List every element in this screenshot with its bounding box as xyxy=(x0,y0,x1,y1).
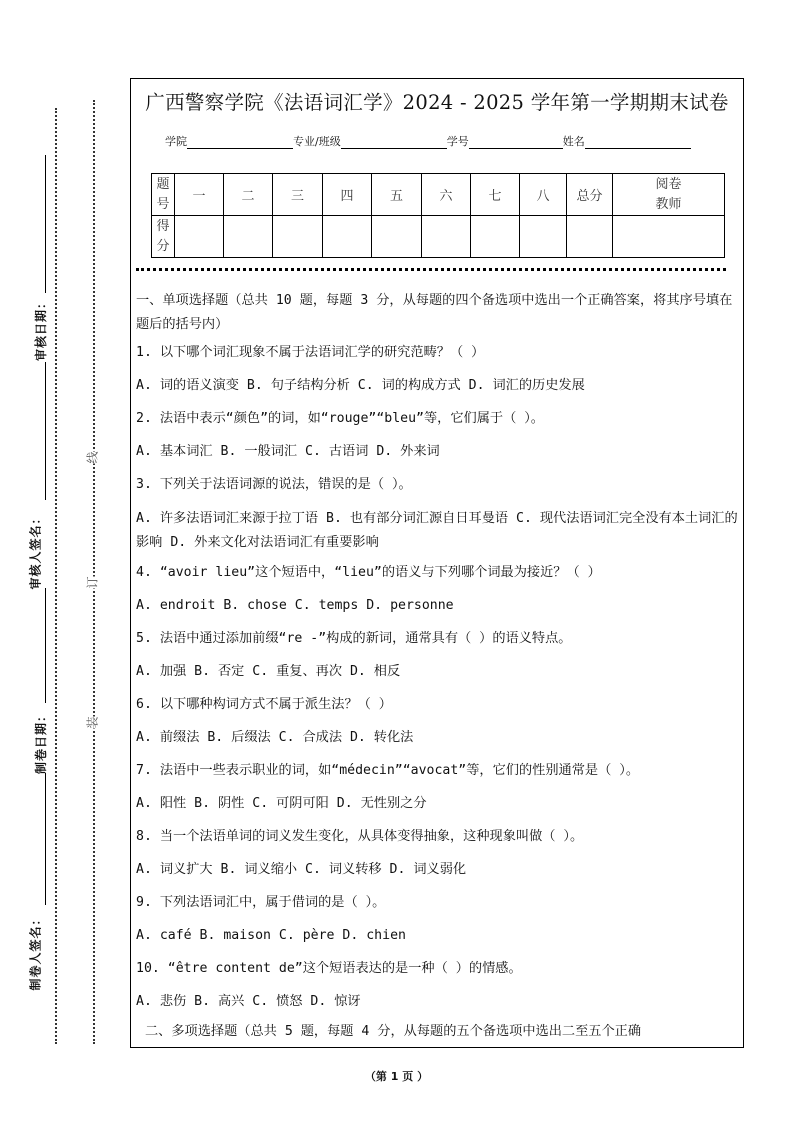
review-date-label: 审核日期： xyxy=(34,295,49,362)
score-table xyxy=(151,173,725,258)
page-number: （第 1 页 ） xyxy=(364,1070,429,1083)
question-7: 7. 法语中一些表示职业的词，如“médecin”“avocat”等，它们的性别通常是（ ）。 xyxy=(136,763,640,778)
question-6-options: A. 前缀法 B. 后缀法 C. 合成法 D. 转化法 xyxy=(136,730,414,745)
col-5: 五 xyxy=(372,174,422,216)
col-3: 三 xyxy=(273,174,323,216)
question-3-options: A. 许多法语词汇来源于拉丁语 B. 也有部分词汇源自日耳曼语 C. 现代法语词汇完全没有本土词汇的影响 D. 外来文化对法语词汇有重要影响 xyxy=(136,511,738,550)
question-5-options: A. 加强 B. 否定 C. 重复、再次 D. 相反 xyxy=(136,664,401,679)
question-4: 4. “avoir lieu”这个短语中，“lieu”的语义与下列哪个词最为接近？（ ） xyxy=(136,565,601,580)
binding-char-xian: 线 xyxy=(82,451,103,463)
col-4: 四 xyxy=(323,174,372,216)
score-cell-teacher[interactable] xyxy=(613,216,725,258)
col-1: 一 xyxy=(175,174,224,216)
col-7: 七 xyxy=(471,174,520,216)
paper-date-label: 制卷日期： xyxy=(34,708,49,775)
question-4-options: A. endroit B. chose C. temps D. personne xyxy=(136,598,454,613)
paper-date-line xyxy=(45,773,46,905)
exam-frame xyxy=(130,78,744,1048)
inner-dotted-line xyxy=(93,100,95,1044)
major-class-label: 专业/班级 xyxy=(293,135,341,148)
exam-title: 广西警察学院《法语词汇学》2024 - 2025 学年第一学期期末试卷 xyxy=(145,91,729,114)
major-class-field[interactable] xyxy=(341,136,447,149)
question-3: 3. 下列关于法语词源的说法，错误的是（ ）。 xyxy=(136,477,412,492)
question-6: 6. 以下哪种构词方式不属于派生法？（ ） xyxy=(136,697,392,712)
college-field[interactable] xyxy=(187,136,293,149)
score-table-header-row xyxy=(152,174,725,216)
question-5: 5. 法语中通过添加前缀“re -”构成的新词，通常具有（ ）的语义特点。 xyxy=(136,631,572,646)
question-2: 2. 法语中表示“颜色”的词，如“rouge”“bleu”等，它们属于（ ）。 xyxy=(136,411,544,426)
separator-dotted-line xyxy=(136,268,726,271)
student-id-label: 学号 xyxy=(446,135,469,148)
reviewer-signature-label: 审核人签名： xyxy=(28,511,43,590)
question-2-options: A. 基本词汇 B. 一般词汇 C. 古语词 D. 外来词 xyxy=(136,444,440,459)
score-cell-7[interactable] xyxy=(471,216,520,258)
question-10: 10. “être content de”这个短语表达的是一种（ ）的情感。 xyxy=(136,961,522,976)
score-cell-5[interactable] xyxy=(372,216,422,258)
col-2: 二 xyxy=(224,174,273,216)
score-cell-2[interactable] xyxy=(224,216,273,258)
question-1-options: A. 词的语义演变 B. 句子结构分析 C. 词的构成方式 D. 词汇的历史发展 xyxy=(136,378,585,393)
outer-dotted-line xyxy=(55,108,57,1044)
question-8: 8. 当一个法语单词的词义发生变化，从具体变得抽象，这种现象叫做（ ）。 xyxy=(136,829,584,844)
score-header xyxy=(152,216,175,258)
score-cell-1[interactable] xyxy=(175,216,224,258)
score-cell-3[interactable] xyxy=(273,216,323,258)
college-label: 学院 xyxy=(165,135,187,148)
name-label: 姓名 xyxy=(562,135,585,148)
binding-char-zhuang: 装 xyxy=(82,716,103,728)
question-number-header xyxy=(152,174,175,216)
question-10-options: A. 悲伤 B. 高兴 C. 愤怒 D. 惊讶 xyxy=(136,994,361,1009)
paper-maker-signature-label: 制卷人签名： xyxy=(28,912,43,991)
header-char: 题 xyxy=(156,176,170,192)
student-info-row xyxy=(165,133,691,149)
header-char: 号 xyxy=(156,196,170,212)
score-cell-8[interactable] xyxy=(520,216,567,258)
section1 xyxy=(136,289,740,1024)
col-8: 八 xyxy=(520,174,567,216)
binding-char-ding: 订 xyxy=(82,576,103,588)
name-field[interactable] xyxy=(585,136,691,149)
teacher-header-line2: 教师 xyxy=(655,196,682,212)
question-9: 9. 下列法语词汇中，属于借词的是（ ）。 xyxy=(136,895,386,910)
student-id-field[interactable] xyxy=(469,136,563,149)
question-1: 1. 以下哪个词汇现象不属于法语词汇学的研究范畴？（ ） xyxy=(136,345,485,360)
col-total: 总分 xyxy=(567,174,613,216)
header-char: 得 xyxy=(156,218,170,234)
question-7-options: A. 阳性 B. 阴性 C. 可阴可阳 D. 无性别之分 xyxy=(136,796,427,811)
review-signature-line-top xyxy=(45,362,46,500)
section1-heading: 一、单项选择题（总共 10 题，每题 3 分，从每题的四个备选项中选出一个正确答案，将其序号填在题后的括号内） xyxy=(136,293,733,332)
review-date-line xyxy=(45,155,46,293)
review-signature-line xyxy=(45,588,46,703)
question-9-options: A. café B. maison C. père D. chien xyxy=(136,928,406,943)
score-cell-4[interactable] xyxy=(323,216,372,258)
header-char: 分 xyxy=(156,238,170,254)
col-6: 六 xyxy=(422,174,471,216)
score-table-score-row xyxy=(152,216,725,258)
score-cell-6[interactable] xyxy=(422,216,471,258)
question-8-options: A. 词义扩大 B. 词义缩小 C. 词义转移 D. 词义弱化 xyxy=(136,862,467,877)
teacher-header-line1: 阅卷 xyxy=(655,176,682,192)
score-cell-total[interactable] xyxy=(567,216,613,258)
section2-heading: 二、多项选择题（总共 5 题，每题 4 分，从每题的五个备选项中选出二至五个正确 xyxy=(145,1024,642,1039)
col-teacher xyxy=(613,174,725,216)
